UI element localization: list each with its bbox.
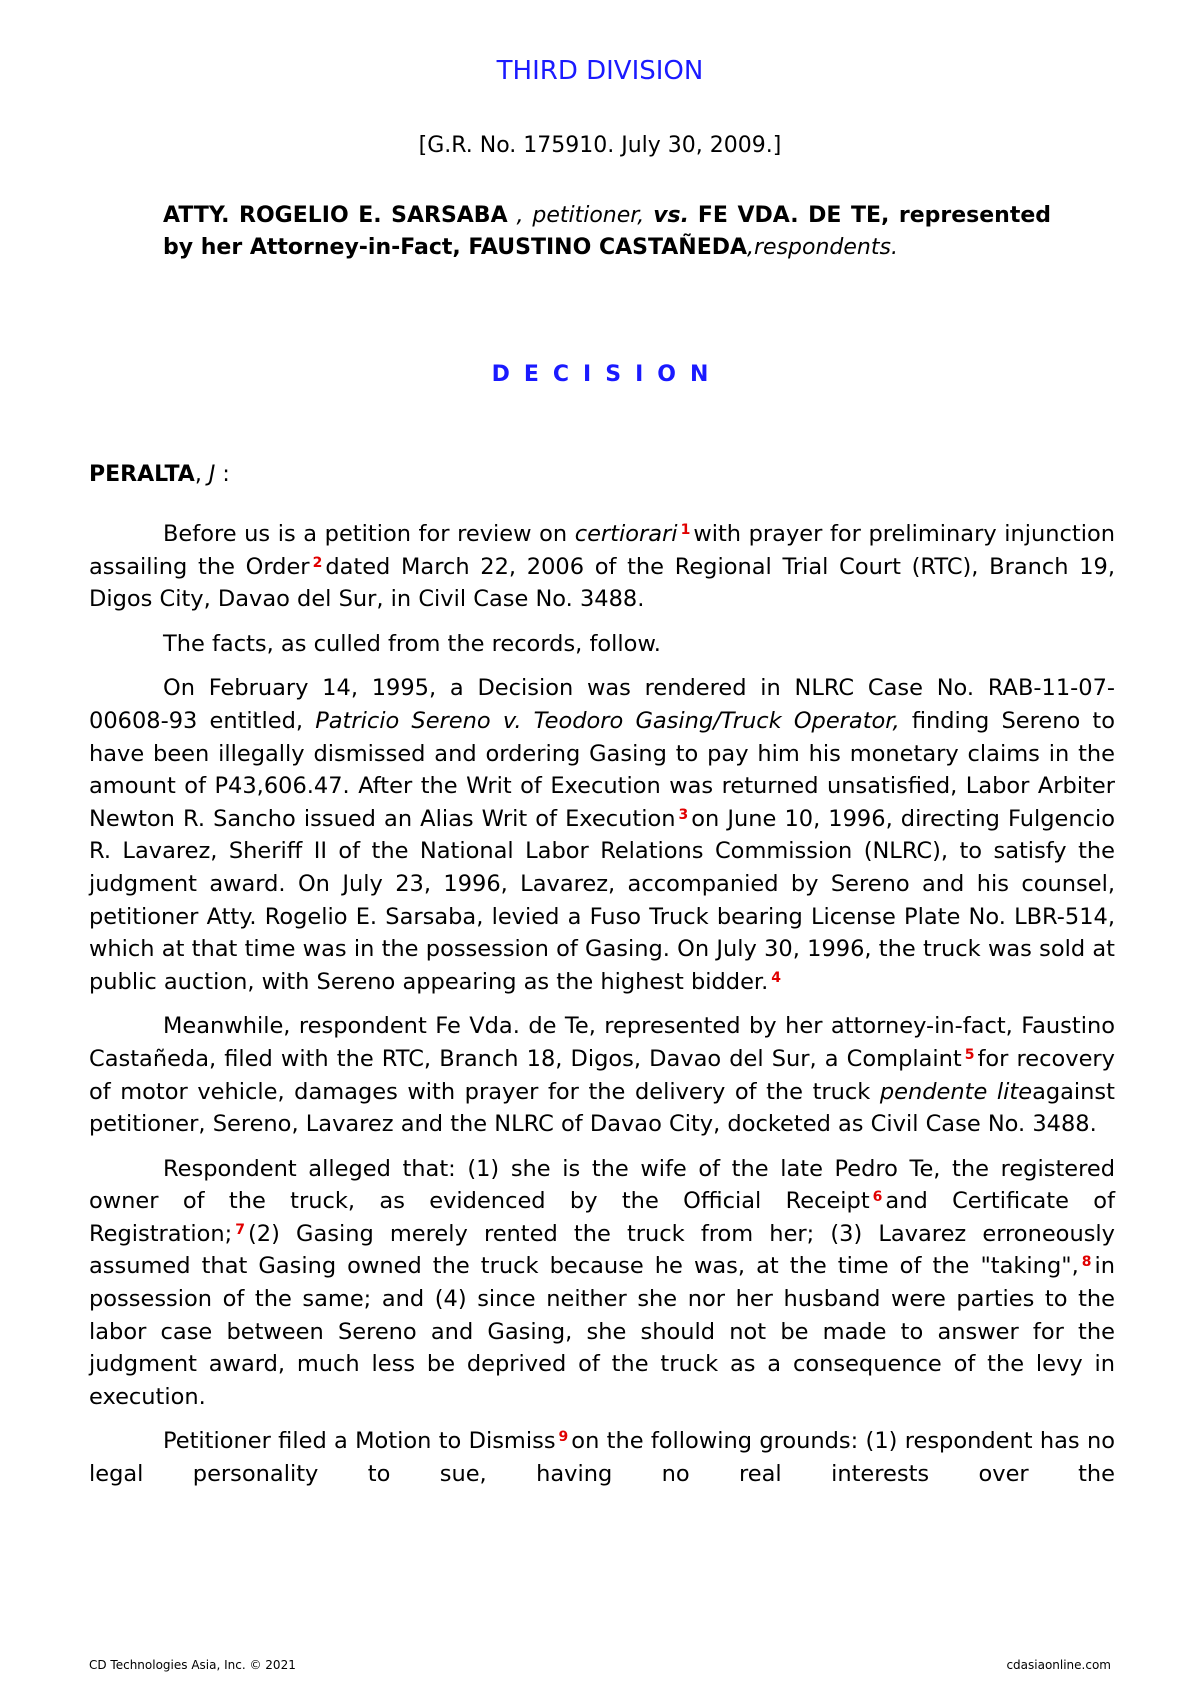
footer-copyright: CD Technologies Asia, Inc. © 2021	[89, 1658, 296, 1672]
footnote-link-6[interactable]: 6	[872, 1189, 883, 1206]
footnote-link-8[interactable]: 8	[1081, 1254, 1092, 1271]
ponente-separator: ,	[194, 462, 202, 487]
paragraph-1: Before us is a petition for review on certiorari $^1$ with prayer for preliminary injunction assailing the Order $^2$ dated March 22, 2006 of the Regional Trial Court (RTC), Branch 19, Digos City, Davao del Sur, in Civil Case No. 3488.	[89, 521, 1115, 613]
footnote-link-4[interactable]: 4	[771, 969, 782, 986]
paragraph-6: Petitioner filed a Motion to Dismiss $^9$ on the following grounds: (1) respondent has no legal personality to sue, having no real interests over the	[89, 1428, 1115, 1488]
decision-body	[89, 518, 1115, 1491]
ponente-name: PERALTA	[89, 462, 195, 487]
footnote-link-2[interactable]: 2	[312, 554, 323, 571]
versus: vs.	[653, 203, 689, 228]
decision-title: DECISION	[491, 362, 723, 387]
footnote-link-5[interactable]: 5	[964, 1046, 975, 1063]
respondent-name: FE VDA. DE TE, represented by her Attorney-in-Fact, FAUSTINO CASTAÑEDA	[163, 203, 1052, 260]
case-parties	[163, 200, 1051, 264]
petitioner-role: , petitioner,	[516, 203, 645, 228]
footnote-link-9[interactable]: 9	[558, 1429, 569, 1446]
footer-website: cdasiaonline.com	[1006, 1658, 1111, 1672]
paragraph-2: The facts, as culled from the records, follow.	[163, 630, 661, 657]
paragraph-3: On February 14, 1995, a Decision was rendered in NLRC Case No. RAB-11-07-00608-93 entitled, Patricio Sereno v. Teodoro Gasing/Truck Operator, finding Sereno to have been illegally dismissed and ordering Gasing to pay him his monetary claims in the amount of P43,606.47. After the Writ of Execution was returned unsatisfied, Labor Arbiter Newton R. Sancho issued an Alias Writ of Execution $^3$ on June 10, 1996, directing Fulgencio R. Lavarez, Sheriff II of the National Labor Relations Commission (NLRC), to satisfy the judgment award. On July 23, 1996, Lavarez, accompanied by Sereno and his counsel, petitioner Atty. Rogelio E. Sarsaba, levied a Fuso Truck bearing License Plate No. LBR-514, which at that time was in the possession of Gasing. On July 30, 1996, the truck was sold at public auction, with Sereno appearing as the highest bidder. $^4$	[89, 675, 1116, 995]
ponente	[89, 462, 230, 487]
petitioner-name: ATTY. ROGELIO E. SARSABA	[163, 203, 508, 228]
footnote-link-7[interactable]: 7	[235, 1221, 246, 1238]
division-heading: THIRD DIVISION	[496, 56, 704, 86]
footnote-link-1[interactable]: 1	[680, 522, 691, 538]
paragraph-5: Respondent alleged that: (1) she is the wife of the late Pedro Te, the registered owner of the truck, as evidenced by the Official Receipt $^6$ and Certificate of Registration; $^7$ (2) Gasing merely rented the truck from her; (3) Lavarez erroneously assumed that Gasing owned the truck because he was, at the time of the "taking", $^8$ in possession of the same; and (4) since neither she nor her husband were parties to the labor case between Sereno and Gasing, she should not be made to answer for the judgment award, much less be deprived of the truck as a consequence of the levy in execution.	[89, 1155, 1115, 1410]
footnote-link-3[interactable]: 3	[678, 806, 689, 823]
case-number: [G.R. No. 175910. July 30, 2009.]	[418, 133, 782, 158]
paragraph-4: Meanwhile, respondent Fe Vda. de Te, represented by her attorney-in-fact, Faustino Castañeda, filed with the RTC, Branch 18, Digos, Davao del Sur, a Complaint $^5$ for recovery of motor vehicle, damages with prayer for the delivery of the truck pendente liteagainst petitioner, Sereno, Lavarez and the NLRC of Davao City, docketed as Civil Case No. 3488.	[89, 1013, 1115, 1138]
ponente-title: J	[208, 462, 216, 487]
respondent-role: ,respondents.	[747, 235, 898, 260]
ponente-colon: :	[222, 462, 230, 487]
